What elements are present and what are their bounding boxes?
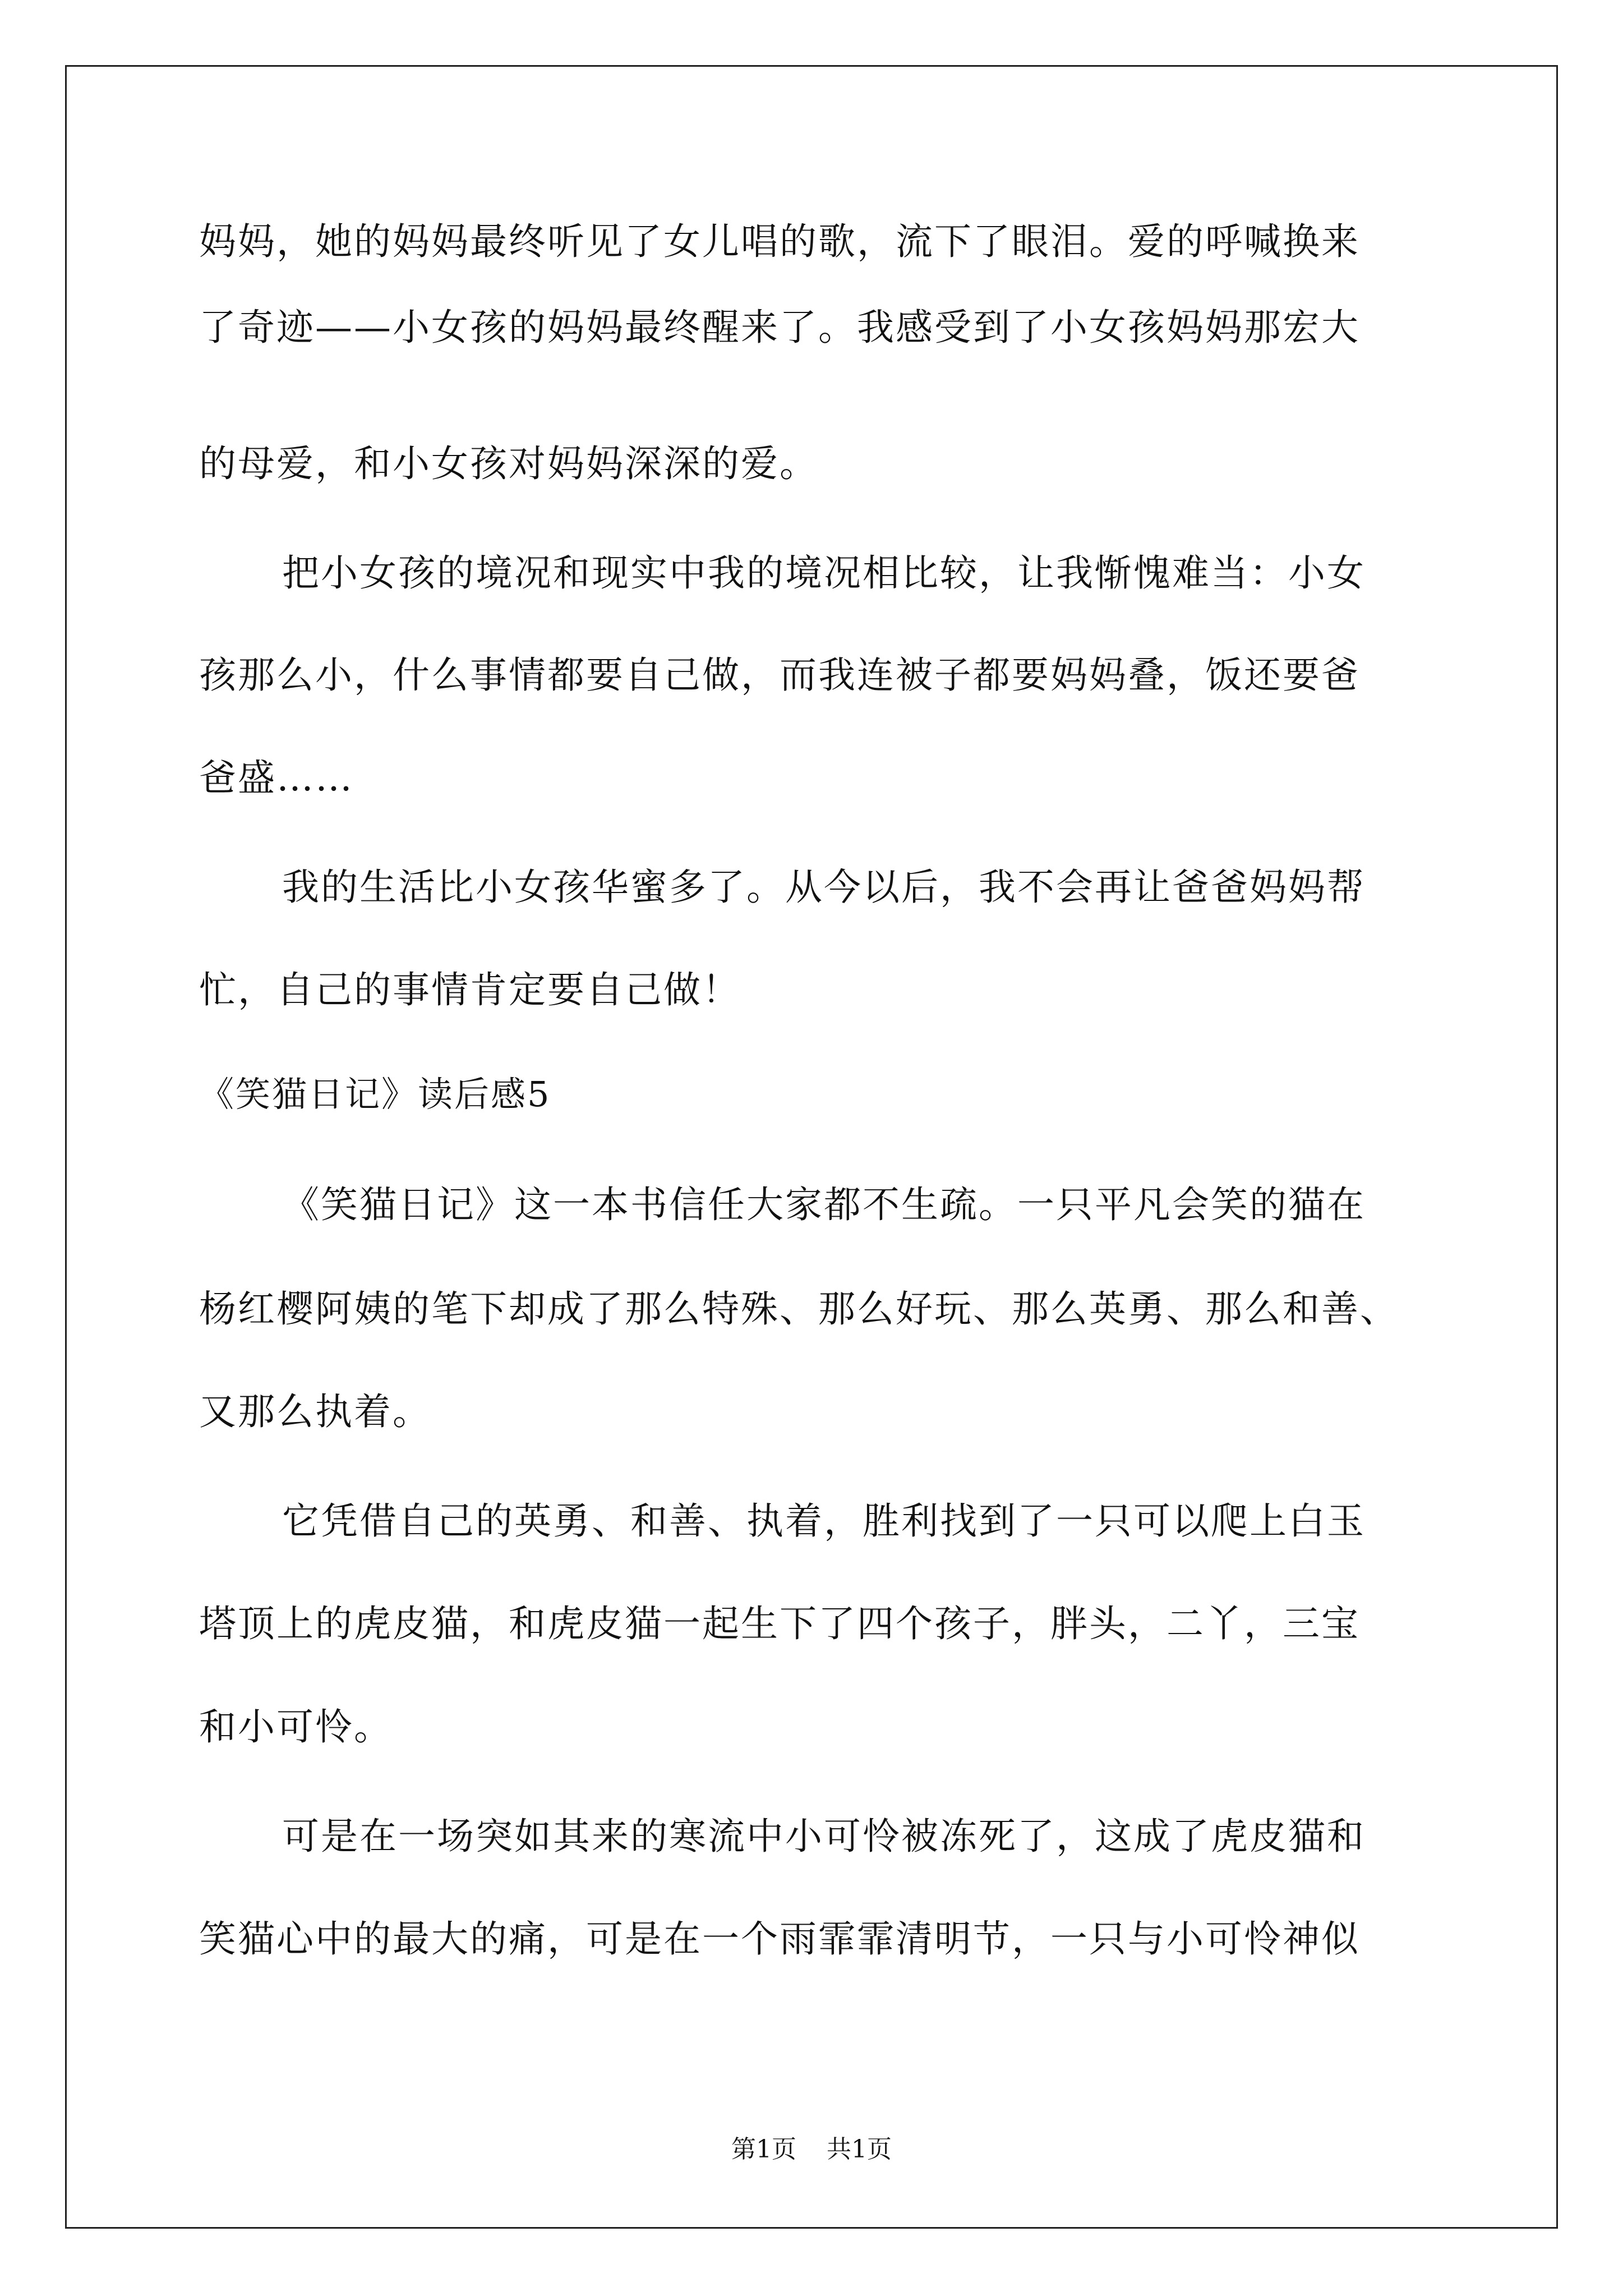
text-line: 杨红樱阿姨的笔下却成了那么特殊、那么好玩、那么英勇、那么和善、 [199, 1287, 1399, 1331]
text-line: 了奇迹——小女孩的妈妈最终醒来了。我感受到了小女孩妈妈那宏大 [199, 306, 1360, 349]
text-line: 又那么执着。 [199, 1390, 431, 1433]
text-line: 笑猫心中的最大的痛，可是在一个雨霏霏清明节，一只与小可怜神似 [199, 1917, 1360, 1961]
page-footer [0, 2137, 1623, 2162]
text-line: 孩那么小，什么事情都要自己做，而我连被子都要妈妈叠，饭还要爸 [199, 654, 1360, 697]
page-border [65, 65, 1558, 2229]
text-line: 和小可怜。 [199, 1705, 393, 1749]
paragraph-start-line: 把小女孩的境况和现实中我的境况相比较，让我惭愧难当：小女 [282, 551, 1366, 595]
paragraph-start-line: 它凭借自己的英勇、和善、执着，胜利找到了一只可以爬上白玉 [282, 1499, 1366, 1543]
paragraph-start-line: 可是在一场突如其来的寒流中小可怜被冻死了，这成了虎皮猫和 [282, 1815, 1366, 1858]
text-line: 的母爱，和小女孩对妈妈深深的爱。 [199, 442, 818, 485]
text-line: 忙，自己的事情肯定要自己做！ [199, 968, 741, 1011]
page-number: 第1页 [731, 2135, 796, 2164]
text-line: 塔顶上的虎皮猫，和虎皮猫一起生下了四个孩子，胖头，二丫，三宝 [199, 1602, 1360, 1645]
page-total: 共1页 [827, 2135, 892, 2164]
text-line: 爸盛…… [199, 756, 354, 799]
section-title: 《笑猫日记》读后感5 [199, 1074, 551, 1115]
paragraph-start-line: 《笑猫日记》这一本书信任大家都不生疏。一只平凡会笑的猫在 [282, 1183, 1366, 1226]
text-line: 妈妈，她的妈妈最终听见了女儿唱的歌，流下了眼泪。爱的呼喊换来 [199, 220, 1360, 263]
paragraph-start-line: 我的生活比小女孩华蜜多了。从今以后，我不会再让爸爸妈妈帮 [282, 866, 1366, 909]
